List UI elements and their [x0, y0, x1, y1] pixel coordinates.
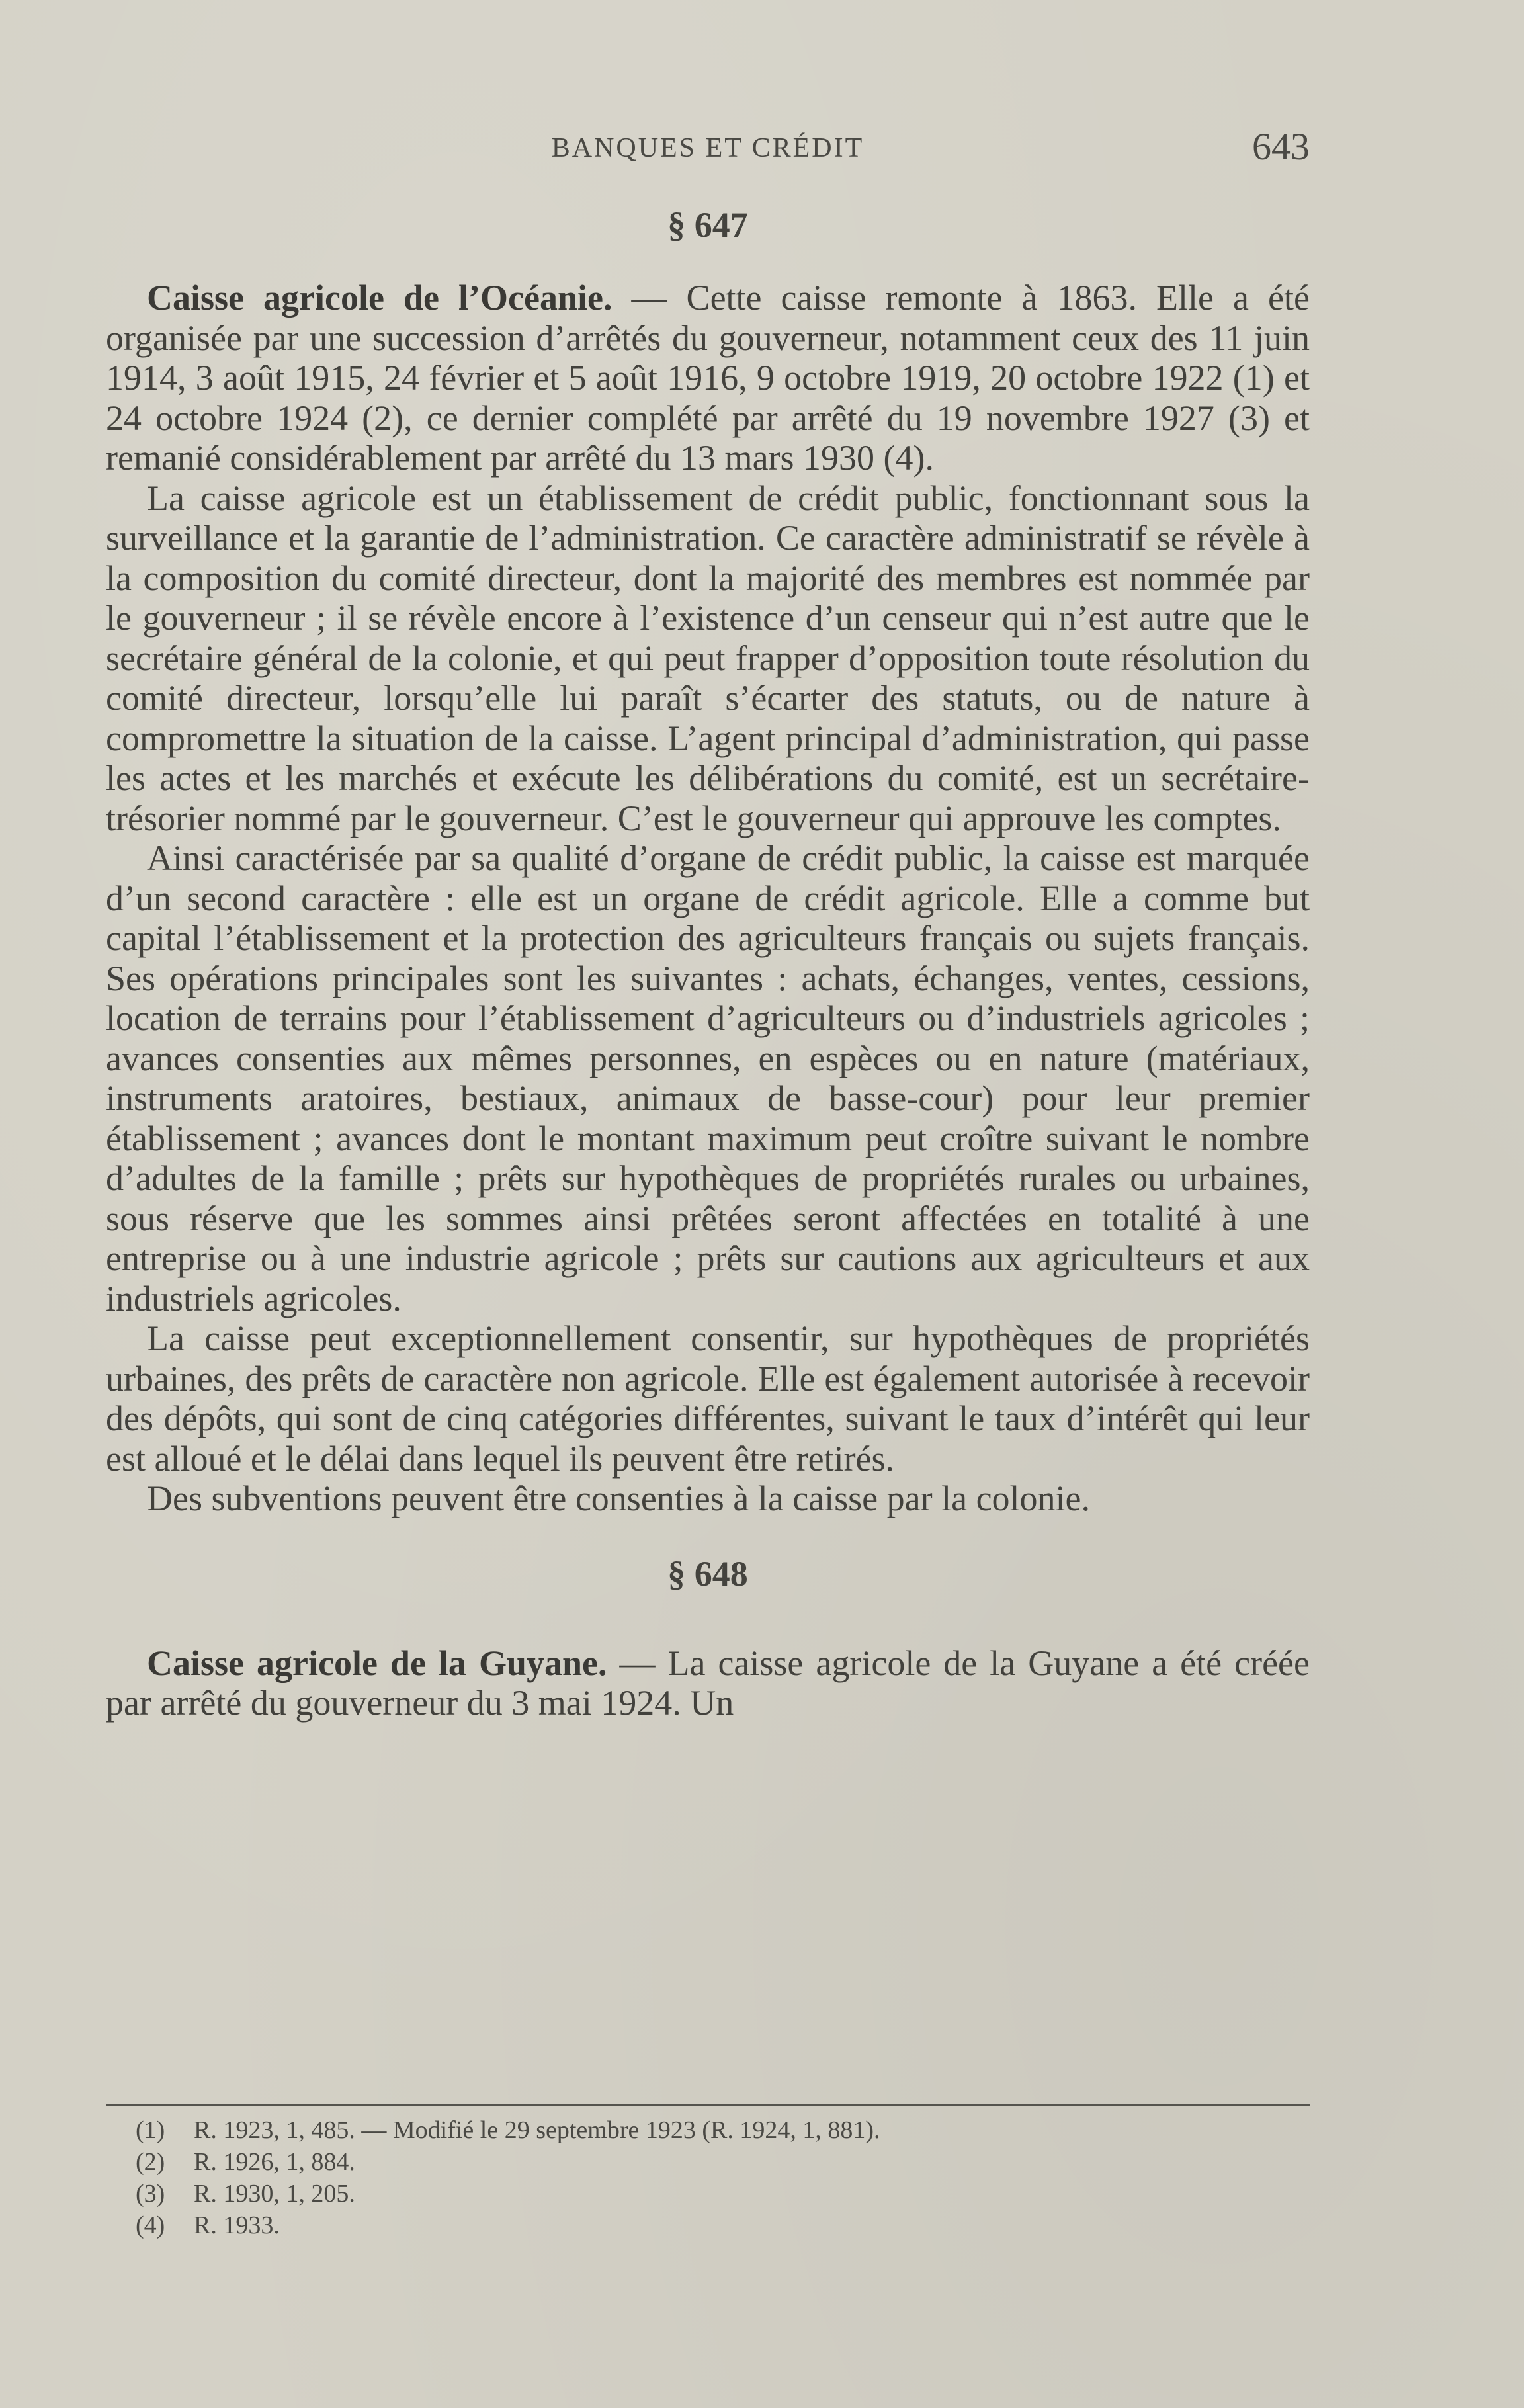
footnote-divider — [106, 2104, 1310, 2106]
paragraph-text: La caisse peut exceptionnellement consentir, sur hypothèques de propriétés urbaines, des prêts de caractère non agricole. Elle est également autorisée à recevoir des dépôts, qui sont de cinq catégories différentes, suivant le taux d’intérêt qui leur est alloué et le délai dans lequel ils peuvent être retirés. — [106, 1318, 1310, 1479]
paragraph-text: La caisse agricole est un établissement de crédit public, fonctionnant sous la surveillance et la garantie de l’administration. Ce caractère administratif se révèle à la composition du comité directeur, dont la majorité des membres est nommée par le gouverneur ; il se révèle encore à l’existence d’un censeur qui n’est autre que le secrétaire général de la colonie, et qui peut frapper d’opposition toute résolution du comité directeur, lorsqu’elle lui paraît s’écarter des statuts, ou de nature à compromettre la situation de la caisse. L’agent principal d’administration, qui passe les actes et les marchés et exécute les délibérations du comité, est un secrétaire-trésorier nommé par le gouverneur. C’est le gouverneur qui approuve les comptes. — [106, 478, 1310, 838]
paragraph-text: — La caisse agricole de la Guyane a été créée par arrêté du gouverneur du 3 mai 1924. Un — [106, 1643, 1310, 1723]
footnote — [136, 2114, 1310, 2146]
footnote-mark: (2) — [136, 2148, 165, 2176]
paragraph-text: — Cette caisse remonte à 1863. Elle a été organisée par une succession d’arrêtés du gouverneur, notamment ceux des 11 juin 1914, 3 août 1915, 24 février et 5 août 1916, 9 octobre 1919, 20 octobre 1922 (1) et 24 octobre 1924 (2), ce dernier complété par arrêté du 19 novembre 1927 (3) et remanié considérablement par arrêté du 13 mars 1930 (4). — [106, 278, 1310, 478]
run-in-heading: Caisse agricole de l’Océanie. — [147, 278, 613, 318]
paragraph — [106, 1643, 1310, 1723]
footnote — [136, 2178, 1310, 2210]
paragraph — [106, 838, 1310, 1318]
paragraph — [106, 1479, 1310, 1519]
footnote-text: R. 1930, 1, 205. — [194, 2180, 355, 2208]
page-header — [106, 124, 1310, 171]
section-heading-647: § 647 — [667, 205, 748, 245]
paragraph-text: Des subventions peuvent être consenties à la caisse par la colonie. — [147, 1479, 1091, 1518]
paragraph — [106, 278, 1310, 478]
footnote — [136, 2210, 1310, 2241]
footnote-mark: (3) — [136, 2180, 165, 2208]
paragraph-text: Ainsi caractérisée par sa qualité d’organe de crédit public, la caisse est marquée d’un second caractère : elle est un organe de crédit agricole. Elle a comme but capital l’établissement et la protection des agriculteurs français ou sujets français. Ses opérations principales sont les suivantes : achats, échanges, ventes, cessions, location de terrains pour l’établissement d’agriculteurs ou d’industriels agricoles ; avances consenties aux mêmes personnes, en espèces ou en nature (matériaux, instruments aratoires, bestiaux, animaux de basse-cour) pour leur premier établissement ; avances dont le montant maximum peut croître suivant le nombre d’adultes de la famille ; prêts sur hypothèques de propriétés rurales ou urbaines, sous réserve que les sommes ainsi prêtées seront affectées en totalité à une entreprise ou à une industrie agricole ; prêts sur cautions aux agriculteurs et aux industriels agricoles. — [106, 838, 1310, 1318]
run-in-heading: Caisse agricole de la Guyane. — [147, 1643, 607, 1683]
footnote-text: R. 1933. — [194, 2212, 280, 2239]
footnotes — [136, 2114, 1310, 2241]
main-text — [106, 192, 1310, 1723]
section-heading-648: § 648 — [667, 1553, 748, 1594]
paragraph — [106, 1318, 1310, 1479]
running-title: BANQUES ET CRÉDIT — [551, 133, 865, 163]
footnote-mark: (1) — [136, 2116, 165, 2144]
footnote — [136, 2146, 1310, 2178]
paragraph — [106, 478, 1310, 839]
page-number: 643 — [1252, 125, 1310, 168]
footnote-mark: (4) — [136, 2212, 165, 2239]
footnote-text: R. 1923, 1, 485. — Modifié le 29 septembre 1923 (R. 1924, 1, 881). — [194, 2116, 880, 2144]
footnote-text: R. 1926, 1, 884. — [194, 2148, 355, 2176]
